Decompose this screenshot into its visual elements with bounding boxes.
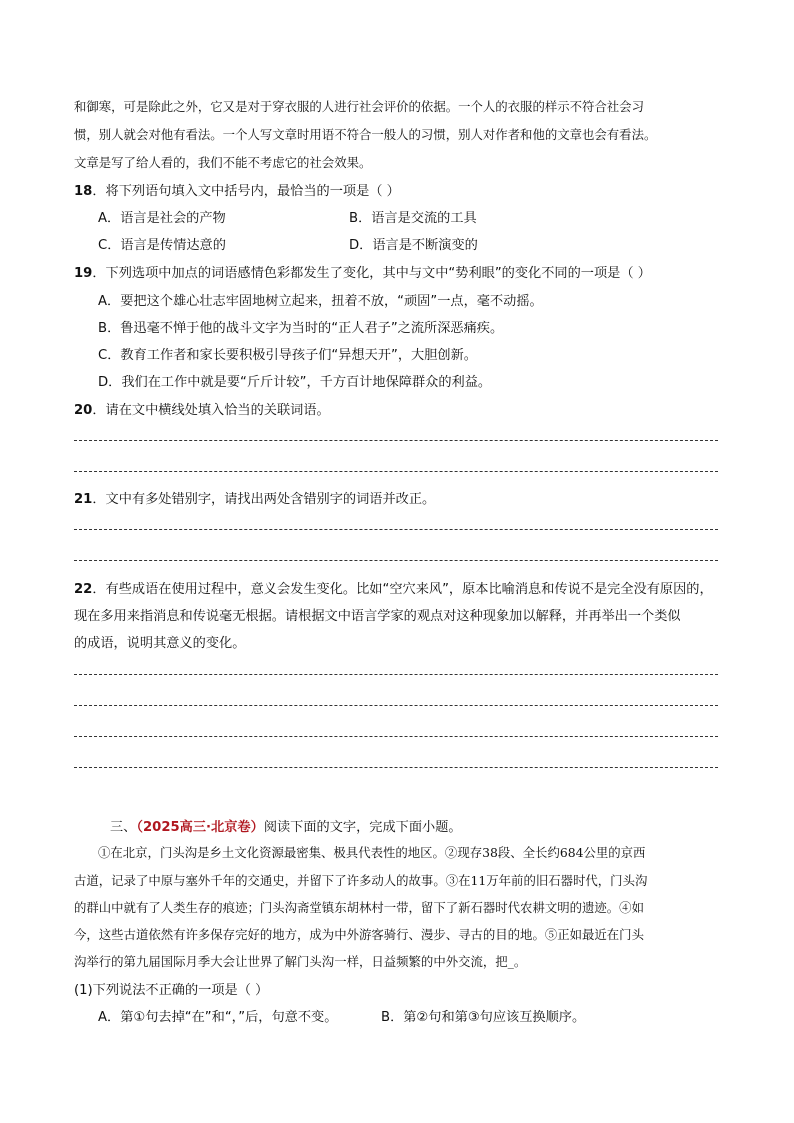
passage-line-3: 的群山中就有了人类生存的痕迹；门头沟斋堂镇东胡林村一带，留下了新石器时代农耕文明的遗迹。④如 (74, 900, 644, 915)
source-tag: （2025高三·北京卷） (136, 820, 264, 835)
passage-line-5: 沟举行的第九届国际月季大会让世界了解门头沟一样，日益频繁的中外交流，把_。 (74, 954, 527, 969)
option-label: C (98, 348, 108, 363)
option-text: ．第①句去掉“在”和“，”后，句意不变。 (107, 1010, 338, 1025)
option-text: ．语言是不断演变的 (359, 238, 478, 253)
question-stem: ．文中有多处错别字，请找出两处含错别字的词语并改正。 (92, 492, 436, 507)
answer-line[interactable] (74, 440, 718, 441)
intro-line-2: 惯，别人就会对他有看法。一个人写文章时用语不符合一般人的习惯，别人对作者和他的文章也会有看法。 (74, 127, 657, 142)
question-number: 18 (74, 184, 93, 199)
option-text: ．语言是社会的产物 (107, 211, 226, 226)
option-label: C (98, 238, 108, 253)
question-number: 20 (74, 403, 93, 418)
passage-line-1: ①在北京，门头沟是乡土文化资源最密集、极具代表性的地区。②现存38段、全长约684公里的京西 (98, 845, 646, 860)
answer-line[interactable] (74, 471, 718, 472)
question-22 (74, 578, 713, 597)
option-text: ．我们在工作中就是要“斤斤计较”，千方百计地保障群众的利益。 (108, 375, 492, 390)
option-label: A (98, 294, 108, 309)
option-label: B (381, 1010, 391, 1025)
q19-option-b[interactable] (98, 317, 503, 336)
answer-line[interactable] (74, 736, 718, 737)
question-stem: ．将下列语句填入文中括号内，最恰当的一项是（ ） (92, 184, 400, 199)
answer-line[interactable] (74, 560, 718, 561)
question-stem-line-1: ．有些成语在使用过程中，意义会发生变化。比如“空穴来风”，原本比喻消息和传说不是完全没有原因的， (92, 582, 713, 597)
option-text: ．语言是传情达意的 (107, 238, 226, 253)
sub-question-1: (1)下列说法不正确的一项是（ ） (74, 983, 269, 998)
option-label: A (98, 211, 108, 226)
q18-option-b[interactable] (349, 207, 477, 226)
option-label: D (98, 375, 109, 390)
question-18 (74, 180, 400, 199)
answer-line[interactable] (74, 767, 718, 768)
option-label: B (349, 211, 359, 226)
option-label: A (98, 1010, 108, 1025)
question-22-line-2: 现在多用来指消息和传说毫无根据。请根据文中语言学家的观点对这种现象加以解释，并再举出一个类似 (74, 609, 681, 624)
q19-option-c[interactable] (98, 344, 477, 363)
sub-q1-option-b[interactable] (381, 1006, 585, 1025)
option-text: ．语言是交流的工具 (358, 211, 477, 226)
question-21 (74, 488, 435, 507)
answer-line[interactable] (74, 529, 718, 530)
q18-option-a[interactable] (98, 207, 226, 226)
answer-line[interactable] (74, 674, 718, 675)
question-number: 22 (74, 582, 93, 597)
q19-option-a[interactable] (98, 290, 543, 309)
option-text: ．要把这个雄心壮志牢固地树立起来，扭着不放，“顽固”一点，毫不动摇。 (107, 294, 543, 309)
q18-option-d[interactable] (349, 234, 478, 253)
option-label: D (349, 238, 360, 253)
question-19 (74, 262, 651, 281)
q18-option-c[interactable] (98, 234, 226, 253)
passage-line-4: 今，这些古道依然有许多保存完好的地方，成为中外游客骑行、漫步、寻古的目的地。⑤正如最近在门头 (74, 927, 644, 942)
question-number: 19 (74, 266, 93, 281)
option-text: ．鲁迅毫不惮于他的战斗文字为当时的“正人君子”之流所深恶痛疾。 (107, 321, 504, 336)
passage-line-2: 古道，记录了中原与塞外千年的交通史，并留下了许多动人的故事。③在11万年前的旧石器时代，门头沟 (74, 873, 648, 888)
question-22-line-3: 的成语，说明其意义的变化。 (74, 636, 246, 651)
question-stem: ．下列选项中加点的词语感情色彩都发生了变化，其中与文中“势利眼”的变化不同的一项是（ ） (92, 266, 651, 281)
intro-line-1: 和御寒，可是除此之外，它又是对于穿衣服的人进行社会评价的依据。一个人的衣服的样示不符合社会习 (74, 99, 644, 114)
option-text: ．第②句和第③句应该互换顺序。 (390, 1010, 586, 1025)
option-label: B (98, 321, 108, 336)
question-number: 21 (74, 492, 93, 507)
question-20 (74, 399, 330, 418)
section-3-heading (110, 816, 462, 835)
answer-line[interactable] (74, 705, 718, 706)
sub-q1-option-a[interactable] (98, 1006, 337, 1025)
section-prefix: 三、 (110, 820, 137, 835)
intro-line-3: 文章是写了给人看的，我们不能不考虑它的社会效果。 (74, 155, 372, 170)
section-instruction: 阅读下面的文字，完成下面小题。 (263, 820, 462, 835)
question-stem: ．请在文中横线处填入恰当的关联词语。 (92, 403, 330, 418)
option-text: ．教育工作者和家长要积极引导孩子们“异想天开”，大胆创新。 (107, 348, 477, 363)
q19-option-d[interactable] (98, 371, 491, 390)
